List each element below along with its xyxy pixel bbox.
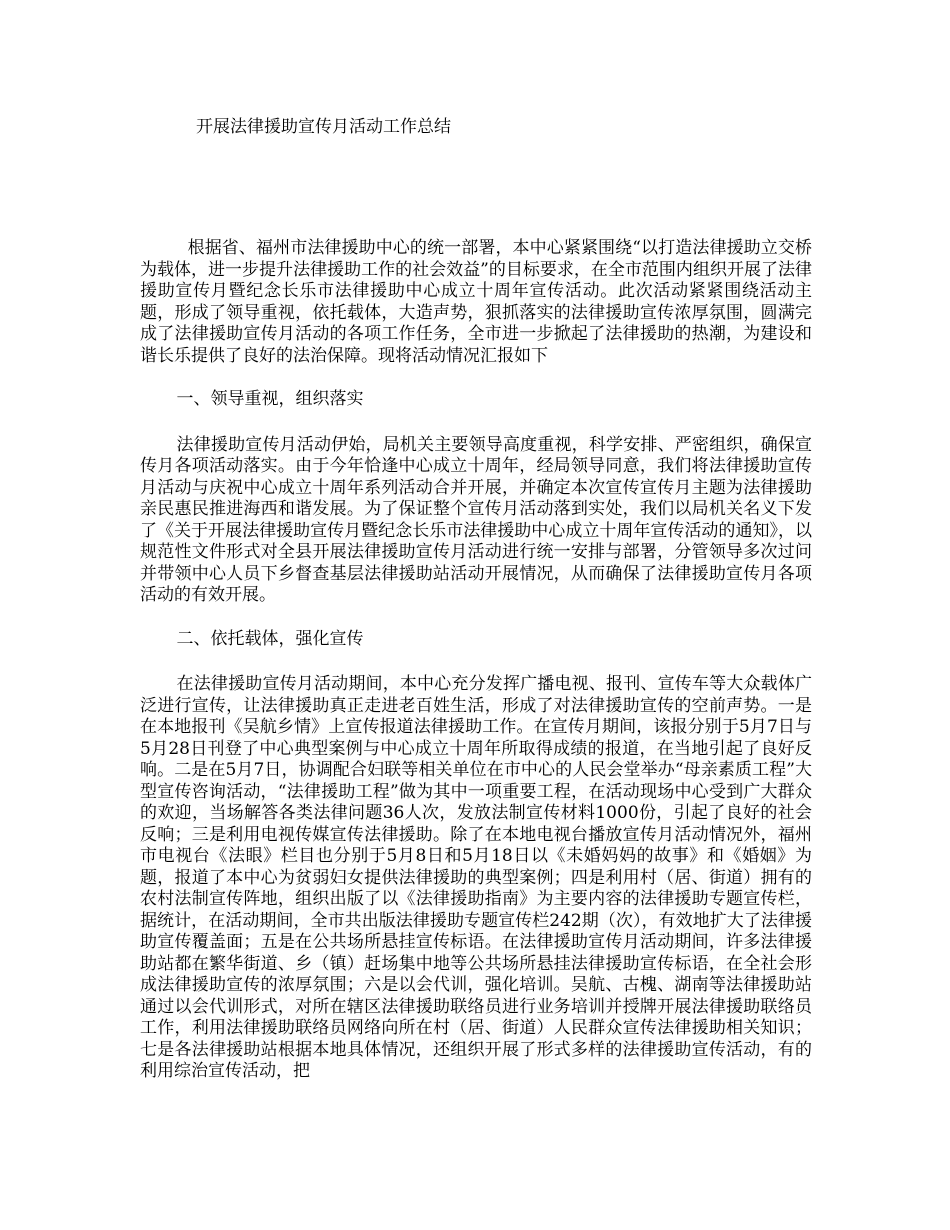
section-heading-2: 二、依托载体，强化宣传: [176, 628, 364, 649]
section-heading-1: 一、领导重视，组织落实: [176, 389, 364, 409]
section-2-paragraph: 在法律援助宣传月活动期间，本中心充分发挥广播电视、报刊、宣传车等大众载体广泛进行宣传，让法律援助真正走进老百姓生活，形成了对法律援助宣传的空前声势。一是在本地报刊《吴航乡情》上宣传报道法律援助工作。在宣传月期间，该报分别于5月7日与5月28日刊登了中心典型案例与中心成立十周年所取得成绩的报道，在当地引起了良好反响。二是在5月7日，协调配合妇联等相关单位在市中心的人民会堂举办“母亲素质工程”大型宣传咨询活动，“法律援助工程”做为其中一项重要工程，在活动现场中心受到广大群众的欢迎，当场解答各类法律问题36人次，发放法制宣传材料1000份，引起了良好的社会反响；三是利用电视传媒宣传法律援助。除了在本地电视台播放宣传月活动情况外，福州市电视台《法眼》栏目也分别于5月8日和5月18日以《未婚妈妈的故事》和《婚姻》为题，报道了本中心为贫弱妇女提供法律援助的典型案例；四是利用村（居、街道）拥有的农村法制宣传阵地，组织出版了以《法律援助指南》为主要内容的法律援助专题宣传栏，据统计，在活动期间，全市共出版法律援助专题宣传栏242期（次），有效地扩大了法律援助宣传覆盖面；五是在公共场所悬挂宣传标语。在法律援助宣传月活动期间，许多法律援助站都在繁华街道、乡（镇）赶场集中地等公共场所悬挂法律援助宣传标语，在全社会形成法律援助宣传的浓厚氛围；六是以会代训，强化培训。吴航、古槐、湖南等法律援助站通过以会代训形式，对所在辖区法律援助联络员进行业务培训并授牌开展法律援助联络员工作，利用法律援助联络员网络向所在村（居、街道）人民群众宣传法律援助相关知识；七是各法律援助站根据本地具体情况，还组织开展了形式多样的法律援助宣传活动，有的利用综治宣传活动，把: [140, 674, 812, 1081]
document-body: [140, 238, 812, 1105]
document-title: 开展法律援助宣传月活动工作总结: [196, 117, 451, 137]
section-1-paragraph: 法律援助宣传月活动伊始，局机关主要领导高度重视，科学安排、严密组织，确保宣传月各项活动落实。由于今年恰逢中心成立十周年，经局领导同意，我们将法律援助宣传月活动与庆祝中心成立十周年系列活动合并开展，并确定本次宣传宣传月主题为法律援助亲民惠民推进海西和谐发展。为了保证整个宣传月活动落到实处，我们以局机关名义下发了《关于开展法律援助宣传月暨纪念长乐市法律援助中心成立十周年宣传活动的通知》，以规范性文件形式对全县开展法律援助宣传月活动进行统一安排与部署，分管领导多次过问并带领中心人员下乡督查基层法律援助站活动开展情况，从而确保了法律援助宣传月各项活动的有效开展。: [140, 434, 812, 605]
intro-paragraph: 根据省、福州市法律援助中心的统一部署，本中心紧紧围绕“以打造法律援助立交桥为载体，进一步提升法律援助工作的社会效益”的目标要求，在全市范围内组织开展了法律援助宣传月暨纪念长乐市法律援助中心成立十周年宣传活动。此次活动紧紧围绕活动主题，形成了领导重视，依托载体，大造声势，狠抓落实的法律援助宣传浓厚氛围，圆满完成了法律援助宣传月活动的各项工作任务，全市进一步掀起了法律援助的热潮，为建设和谐长乐提供了良好的法治保障。现将活动情况汇报如下: [140, 238, 812, 366]
